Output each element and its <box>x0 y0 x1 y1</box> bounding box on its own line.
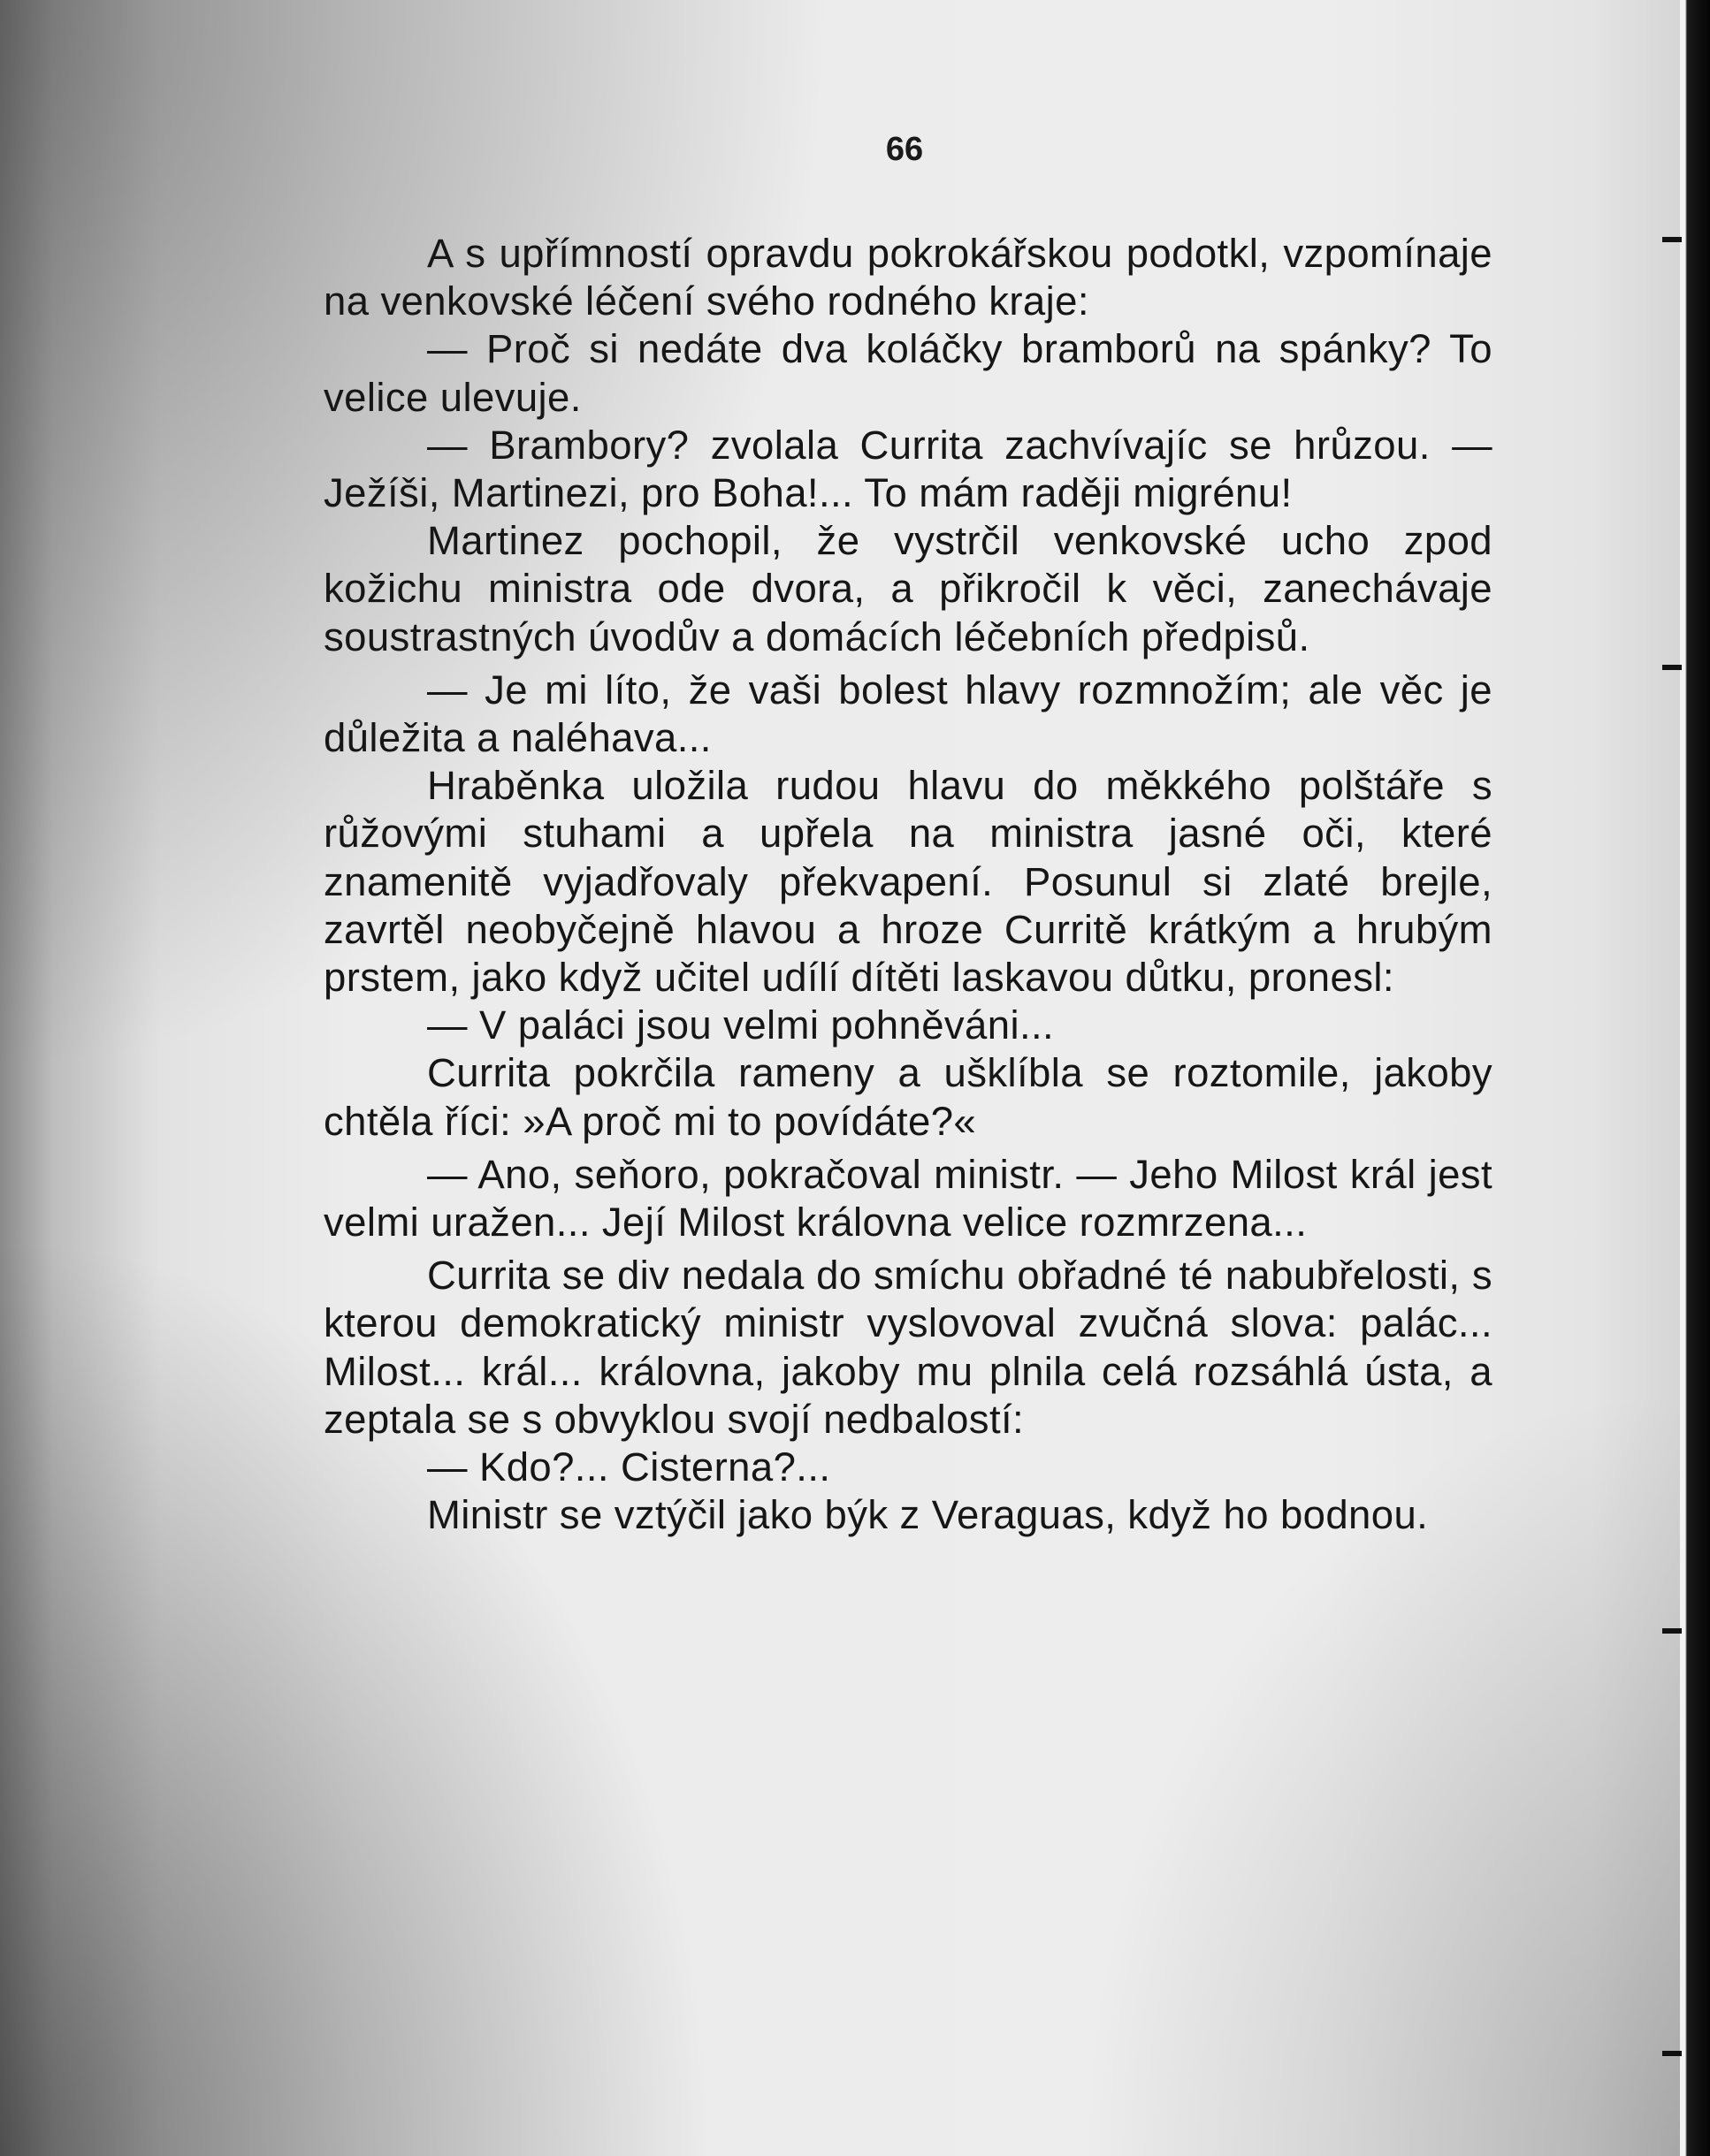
edge-mark <box>1662 2051 1682 2056</box>
paragraph: — Ano, seňoro, pokračoval ministr. — Jeho Milost král jest velmi uražen... Její Milost královna velice rozmrzena... <box>324 1151 1492 1246</box>
paragraph: — Kdo?... Cisterna?... <box>427 1444 831 1490</box>
page-edge-shadow <box>1680 0 1710 2156</box>
paragraph: — Je mi líto, že vaši bolest hlavy rozmnožím; ale věc je důležita a naléhava... <box>324 667 1492 761</box>
paragraph: Hraběnka uložila rudou hlavu do měkkého polštáře s růžovými stuhami a upřela na ministra jasné oči, které znamenitě vyjadřovaly překvapení. Posunul si zlaté brejle, zavrtěl neobyčejně hlavou a hroze Curritě krátkým a hrubým prstem, jako když učitel udílí dítěti laskavou důtku, pronesl: <box>324 763 1492 1001</box>
paragraph: Currita se div nedala do smíchu obřadné té nabubřelosti, s kterou demokratický ministr vyslovoval zvučná slova: palác... Milost... král... královna, jakoby mu plnila celá rozsáhlá ústa, a zeptala se s obvyklou svojí nedbalostí: <box>324 1253 1492 1442</box>
paragraph: Currita pokrčila rameny a ušklíbla se roztomile, jakoby chtěla říci: »A proč mi to povídáte?« <box>324 1050 1492 1144</box>
paragraph: — Proč si nedáte dva koláčky bramborů na spánky? To velice ulevuje. <box>324 326 1492 420</box>
edge-mark <box>1662 1628 1682 1634</box>
edge-mark <box>1662 237 1682 242</box>
paragraph: Ministr se vztýčil jako býk z Veraguas, když ho bodnou. <box>427 1492 1429 1538</box>
paragraph: A s upřímností opravdu pokrokářskou podotkl, vzpomínaje na venkovské léčení svého rodného kraje: <box>324 231 1492 324</box>
paragraph: Martinez pochopil, že vystrčil venkovské ucho zpod kožichu ministra ode dvora, a přikročil k věci, zanechávaje soustrastných úvodův a domácích léčebních předpisů. <box>324 518 1492 659</box>
body-text <box>324 230 1492 1539</box>
paragraph: — Brambory? zvolala Currita zachvívajíc se hrůzou. — Ježíši, Martinezi, pro Boha!... To mám raději migrénu! <box>324 422 1492 516</box>
page-number: 66 <box>885 131 924 168</box>
edge-mark <box>1662 665 1682 670</box>
paragraph: — V paláci jsou velmi pohněváni... <box>427 1002 1055 1048</box>
